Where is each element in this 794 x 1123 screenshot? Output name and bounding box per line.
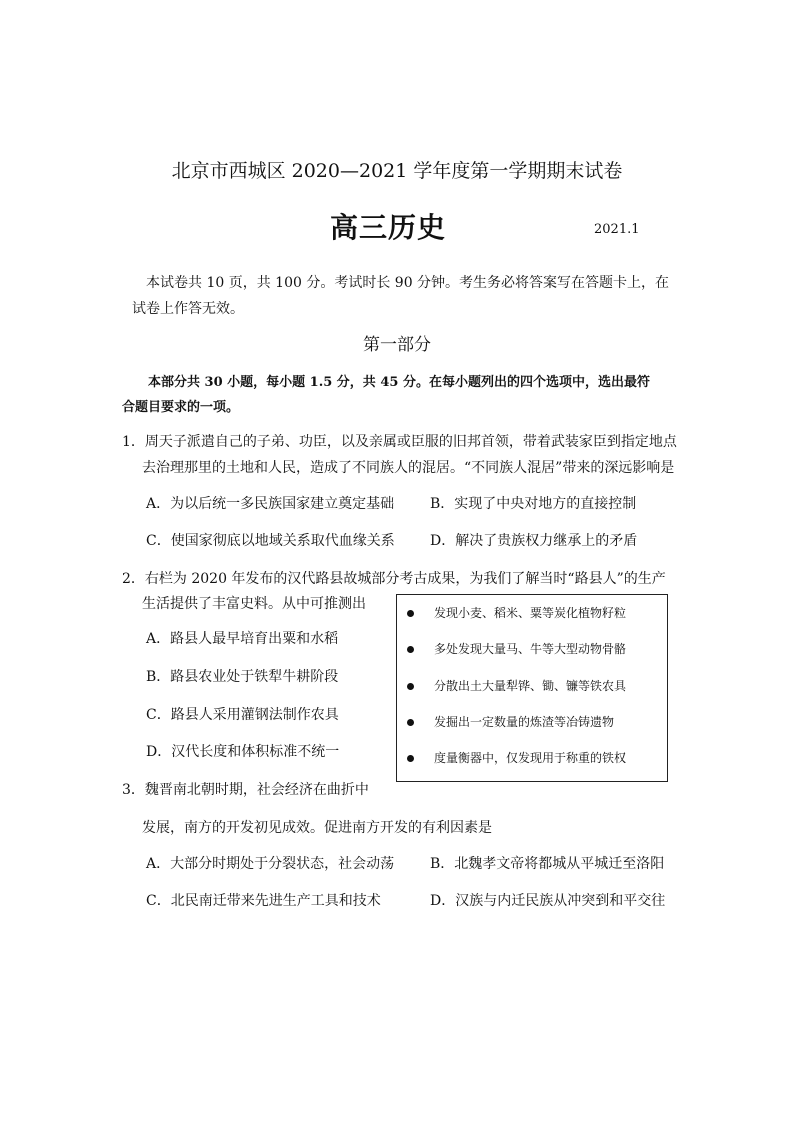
- bullet-icon: [407, 719, 414, 726]
- intro-line-1: 本试卷共 10 页，共 100 分。考试时长 90 分钟。考生务必将答案写在答题卡上，在: [146, 275, 670, 291]
- bullet-icon: [407, 646, 414, 653]
- bullet-icon: [407, 610, 414, 617]
- q2-option-c: C．路县人采用灌钢法制作农具: [146, 707, 339, 723]
- q2-option-d: D．汉代长度和体积标准不统一: [146, 744, 340, 760]
- archaeology-findings-box: [396, 594, 668, 782]
- q2-option-a: A．路县人最早培育出粟和水稻: [146, 631, 339, 647]
- finding-text: 多处发现大量马、牛等大型动物骨骼: [434, 642, 627, 656]
- section-instruction-line-1: 本部分共 30 小题，每小题 1.5 分，共 45 分。在每小题列出的四个选项中，选出最符: [148, 375, 650, 390]
- q2-stem-line-1: 2．右栏为 2020 年发布的汉代路县故城部分考古成果，为我们了解当时“路县人”的生产: [122, 571, 666, 587]
- q1-option-a: A．为以后统一多民族国家建立奠定基础: [146, 496, 395, 512]
- q3-stem-line-2: 发展，南方的开发初见成效。促进南方开发的有利因素是: [142, 820, 492, 836]
- q1-stem-line-2: 去治理那里的土地和人民，造成了不同族人的混居。“不同族人混居”带来的深远影响是: [142, 460, 675, 476]
- subject-title: 高三历史: [330, 211, 447, 244]
- q1-stem-line-1: 1．周天子派遣自己的子弟、功臣，以及亲属或臣服的旧邦首领，带着武装家臣到指定地点: [122, 434, 677, 450]
- finding-item: [407, 640, 626, 657]
- bullet-icon: [407, 683, 414, 690]
- q3-stem-line-1: 3．魏晋南北朝时期，社会经济在曲折中: [122, 782, 369, 798]
- q1-option-c: C．使国家彻底以地域关系取代血缘关系: [146, 533, 395, 549]
- q1-option-d: D．解决了贵族权力继承上的矛盾: [430, 533, 638, 549]
- finding-text: 发现小麦、稻米、粟等炭化植物籽粒: [434, 606, 627, 620]
- finding-item: [407, 677, 626, 694]
- finding-text: 分散出土大量犁铧、锄、镰等铁农具: [434, 679, 627, 693]
- section-title: 第一部分: [363, 335, 431, 355]
- finding-text: 度量衡器中，仅发现用于称重的铁权: [434, 751, 627, 765]
- q3-option-c: C．北民南迁带来先进生产工具和技术: [146, 893, 381, 909]
- q2-option-b: B．路县农业处于铁犁牛耕阶段: [146, 669, 339, 685]
- exam-date: 2021.1: [594, 222, 640, 237]
- finding-item: [407, 604, 626, 621]
- q3-option-a: A．大部分时期处于分裂状态，社会动荡: [146, 856, 395, 872]
- intro-line-2: 试卷上作答无效。: [132, 301, 244, 317]
- finding-item: [407, 713, 614, 730]
- q3-option-d: D．汉族与内迁民族从冲突到和平交往: [430, 893, 666, 909]
- q3-option-b: B．北魏孝文帝将都城从平城迁至洛阳: [430, 856, 665, 872]
- exam-title: 北京市西城区 2020—2021 学年度第一学期期末试卷: [171, 160, 623, 182]
- q1-option-b: B．实现了中央对地方的直接控制: [430, 496, 637, 512]
- bullet-icon: [407, 755, 414, 762]
- finding-text: 发掘出一定数量的炼渣等冶铸遗物: [434, 715, 615, 729]
- q2-stem-line-2: 生活提供了丰富史料。从中可推测出: [142, 596, 366, 612]
- section-instruction-line-2: 合题目要求的一项。: [122, 400, 240, 415]
- finding-item: [407, 749, 626, 766]
